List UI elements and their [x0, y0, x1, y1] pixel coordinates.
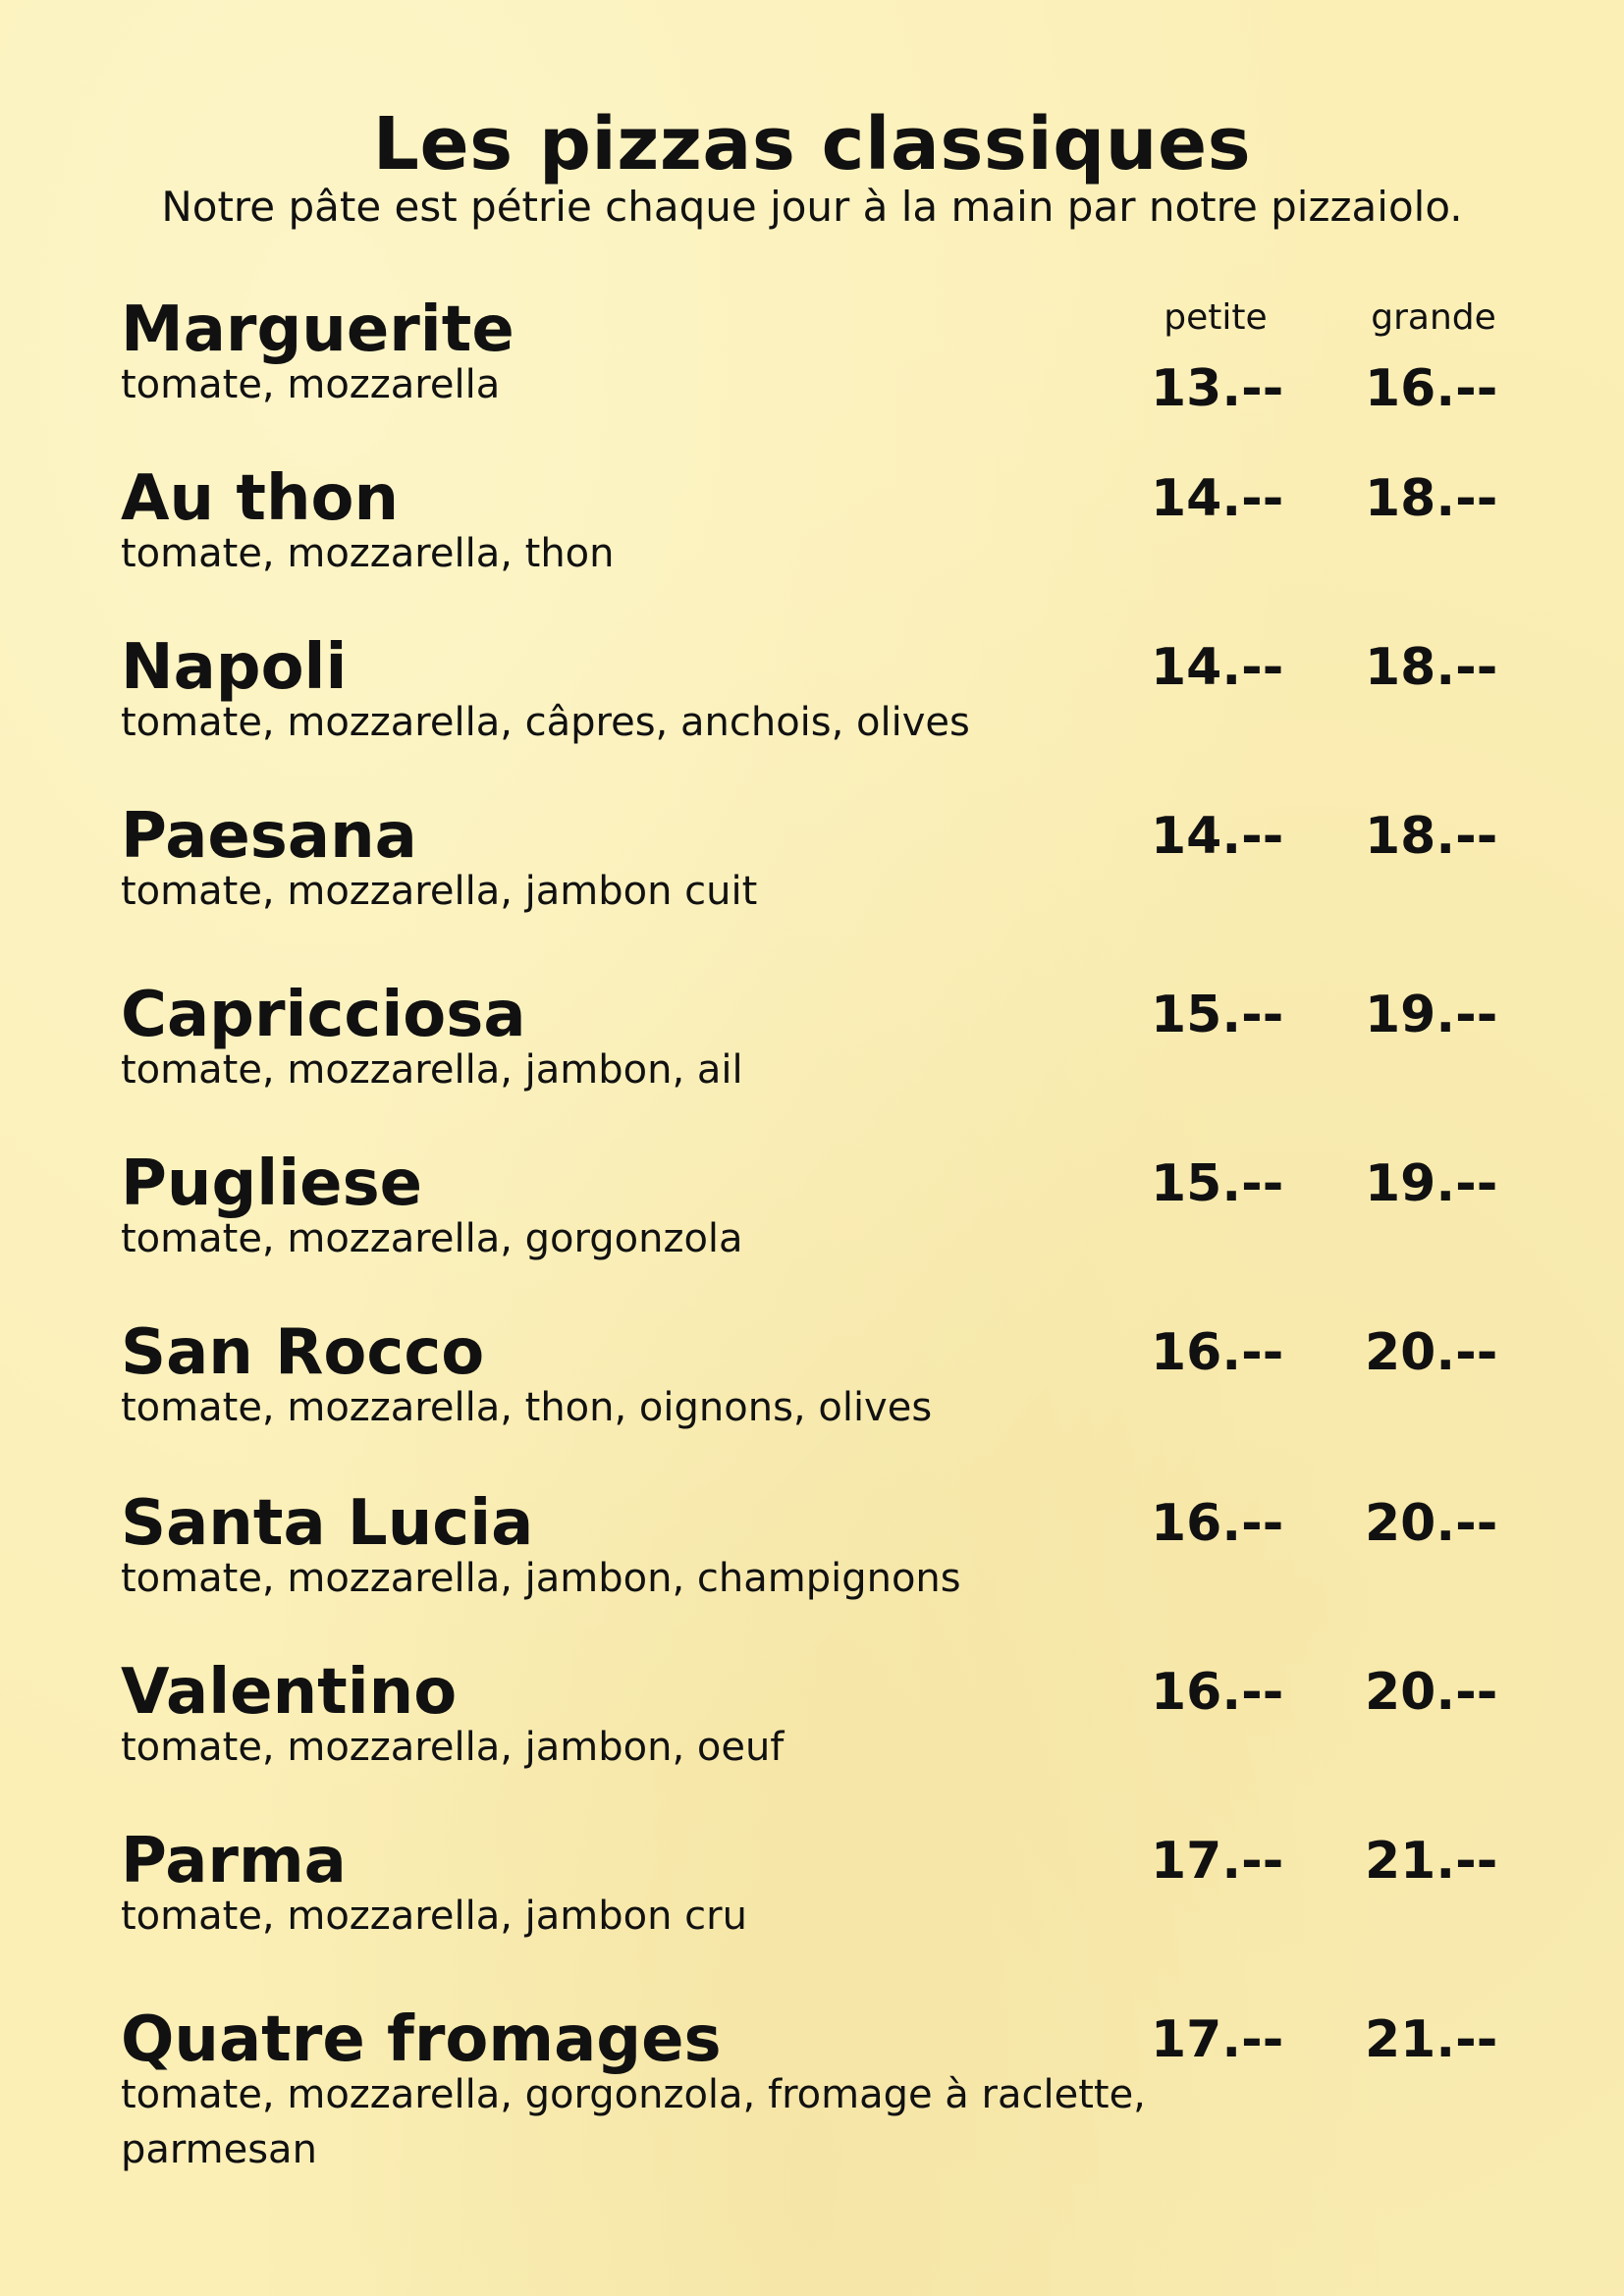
price-small: 13.--: [1151, 359, 1284, 418]
pizza-name: Marguerite: [121, 294, 514, 366]
pizza-name: San Rocco: [121, 1316, 485, 1389]
price-large: 20.--: [1365, 1663, 1498, 1722]
pizza-name: Quatre fromages: [121, 2003, 722, 2076]
price-large: 16.--: [1365, 359, 1498, 418]
pizza-name: Santa Lucia: [121, 1487, 534, 1560]
price-large: 18.--: [1365, 638, 1498, 697]
price-small: 15.--: [1151, 1154, 1284, 1213]
pizza-ingredients: tomate, mozzarella, jambon cuit: [121, 869, 758, 914]
price-large: 19.--: [1365, 986, 1498, 1044]
pizza-name: Paesana: [121, 800, 417, 873]
price-small: 17.--: [1151, 2010, 1284, 2069]
pizza-name: Au thon: [121, 462, 400, 535]
pizza-name: Pugliese: [121, 1148, 423, 1220]
pizza-ingredients: tomate, mozzarella, jambon cru: [121, 1894, 747, 1939]
price-large: 21.--: [1365, 2010, 1498, 2069]
price-small: 14.--: [1151, 807, 1284, 866]
price-large: 21.--: [1365, 1832, 1498, 1891]
pizza-name: Capricciosa: [121, 979, 526, 1051]
price-large: 20.--: [1365, 1494, 1498, 1553]
column-header-large: grande: [1371, 297, 1496, 338]
pizza-name: Parma: [121, 1825, 347, 1897]
pizza-name: Napoli: [121, 631, 348, 704]
price-large: 18.--: [1365, 807, 1498, 866]
price-small: 16.--: [1151, 1494, 1284, 1553]
pizza-ingredients: tomate, mozzarella, thon: [121, 531, 615, 576]
pizza-ingredients: tomate, mozzarella, gorgonzola: [121, 1216, 743, 1261]
page-subtitle: Notre pâte est pétrie chaque jour à la main par notre pizzaiolo.: [161, 183, 1463, 231]
price-large: 19.--: [1365, 1154, 1498, 1213]
pizza-ingredients: tomate, mozzarella, jambon, oeuf: [121, 1725, 785, 1770]
price-small: 16.--: [1151, 1663, 1284, 1722]
pizza-ingredients: tomate, mozzarella, jambon, ail: [121, 1047, 743, 1093]
price-small: 14.--: [1151, 469, 1284, 528]
column-header-small: petite: [1164, 297, 1268, 338]
pizza-ingredients: tomate, mozzarella, thon, oignons, olives: [121, 1385, 933, 1430]
pizza-name: Valentino: [121, 1656, 458, 1729]
pizza-ingredients: tomate, mozzarella, jambon, champignons: [121, 1556, 961, 1601]
price-large: 20.--: [1365, 1323, 1498, 1382]
price-small: 14.--: [1151, 638, 1284, 697]
pizza-ingredients: tomate, mozzarella, câpres, anchois, olives: [121, 700, 970, 745]
pizza-ingredients: tomate, mozzarella: [121, 362, 501, 407]
price-small: 17.--: [1151, 1832, 1284, 1891]
page-title: Les pizzas classiques: [372, 102, 1252, 187]
pizza-ingredients: tomate, mozzarella, gorgonzola, fromage à raclette, parmesan: [121, 2072, 1146, 2172]
price-small: 15.--: [1151, 986, 1284, 1044]
price-small: 16.--: [1151, 1323, 1284, 1382]
price-large: 18.--: [1365, 469, 1498, 528]
